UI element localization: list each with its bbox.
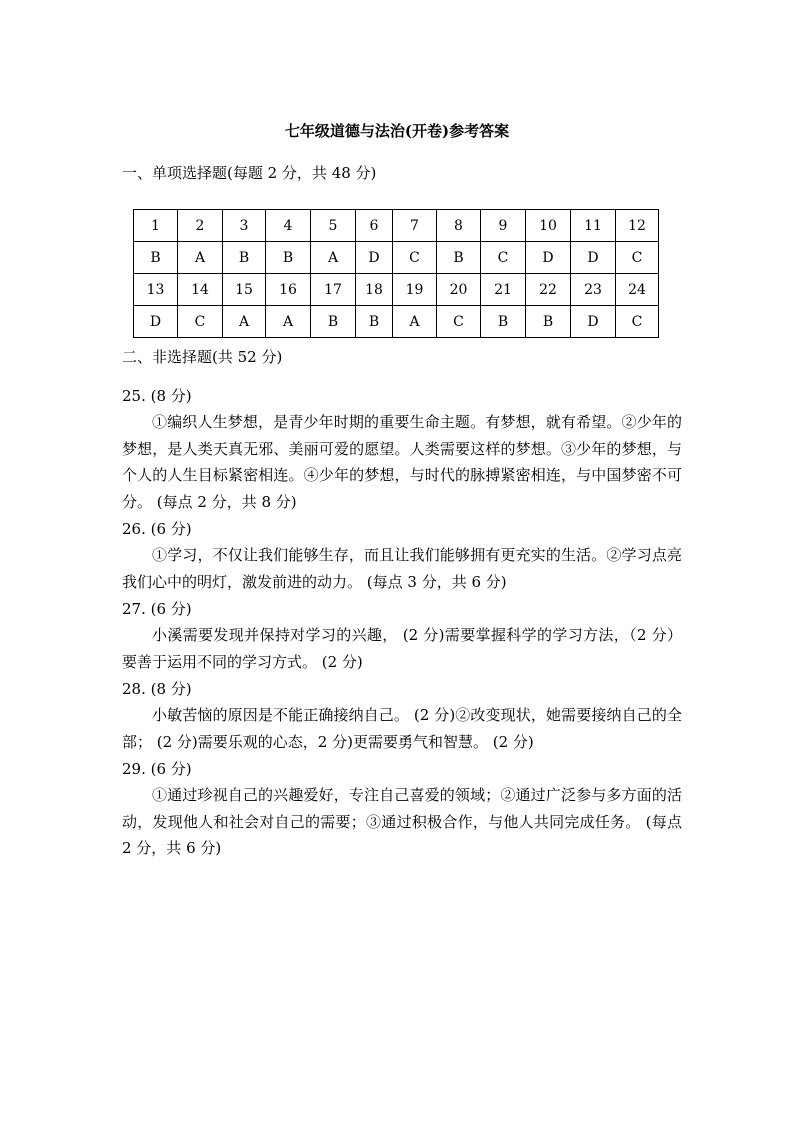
question-number-cell: 14 — [178, 274, 223, 306]
section-heading-multiple-choice: 一、单项选择题(每题 2 分，共 48 分) — [122, 164, 377, 182]
answer-cell: C — [616, 242, 659, 274]
answer-cell: B — [223, 242, 266, 274]
answer-cell: D — [356, 242, 393, 274]
question-number-cell: 18 — [356, 274, 393, 306]
question-number-cell: 19 — [393, 274, 437, 306]
answer-cell: B — [481, 306, 526, 338]
question-28 — [122, 676, 682, 755]
question-number-cell: 6 — [356, 210, 393, 242]
answer-cell: B — [526, 306, 571, 338]
question-29-answer: ①通过珍视自己的兴趣爱好，专注自己喜爱的领域；②通过广泛参与多方面的活动，发现他人和社会对自己的需要；③通过积极合作，与他人共同完成任务。 (每点 2 分，共 6 分) — [122, 786, 682, 857]
answer-cell: B — [437, 242, 481, 274]
table-row — [134, 306, 659, 338]
question-29-heading: 29. (6 分) — [122, 760, 192, 778]
question-number-cell: 7 — [393, 210, 437, 242]
answer-cell: A — [178, 242, 223, 274]
question-26 — [122, 516, 682, 595]
answer-cell: A — [223, 306, 266, 338]
answer-cell: A — [311, 242, 356, 274]
question-25-heading: 25. (8 分) — [122, 387, 192, 405]
answer-cell: A — [393, 306, 437, 338]
question-26-heading: 26. (6 分) — [122, 520, 192, 538]
table-row — [134, 210, 659, 242]
answer-cell: B — [356, 306, 393, 338]
question-25 — [122, 383, 682, 515]
answer-cell: C — [178, 306, 223, 338]
question-number-cell: 20 — [437, 274, 481, 306]
question-number-cell: 12 — [616, 210, 659, 242]
question-number-cell: 1 — [134, 210, 178, 242]
question-number-cell: 4 — [266, 210, 311, 242]
question-number-cell: 24 — [616, 274, 659, 306]
question-number-cell: 13 — [134, 274, 178, 306]
question-number-cell: 22 — [526, 274, 571, 306]
question-25-answer: ①编织人生梦想，是青少年时期的重要生命主题。有梦想，就有希望。②少年的梦想，是人类天真无邪、美丽可爱的愿望。人类需要这样的梦想。③少年的梦想，与个人的人生目标紧密相连。④少年的梦想，与时代的脉搏紧密相连，与中国梦密不可分。 (每点 2 分，共 8 分) — [122, 413, 682, 511]
question-number-cell: 5 — [311, 210, 356, 242]
question-number-cell: 10 — [526, 210, 571, 242]
question-number-cell: 16 — [266, 274, 311, 306]
question-number-cell: 11 — [571, 210, 616, 242]
question-number-cell: 15 — [223, 274, 266, 306]
answer-cell: D — [526, 242, 571, 274]
answer-cell: B — [266, 242, 311, 274]
answer-cell: D — [571, 306, 616, 338]
question-number-cell: 9 — [481, 210, 526, 242]
answer-cell: A — [266, 306, 311, 338]
question-28-answer: 小敏苦恼的原因是不能正确接纳自己。 (2 分)②改变现状，她需要接纳自己的全部； (2 分)需要乐观的心态，2 分)更需要勇气和智慧。 (2 分) — [122, 706, 682, 751]
section-heading-non-choice: 二、非选择题(共 52 分) — [122, 348, 283, 366]
answer-cell: C — [481, 242, 526, 274]
question-28-heading: 28. (8 分) — [122, 680, 192, 698]
question-27-answer: 小溪需要发现并保持对学习的兴趣， (2 分)需要掌握科学的学习方法，（2 分）要善于运用不同的学习方式。 (2 分) — [122, 626, 682, 671]
answer-cell: D — [134, 306, 178, 338]
answer-key-table — [133, 209, 659, 338]
table-row — [134, 274, 659, 306]
answer-cell: B — [311, 306, 356, 338]
question-number-cell: 3 — [223, 210, 266, 242]
table-row — [134, 242, 659, 274]
question-27 — [122, 596, 682, 675]
question-number-cell: 2 — [178, 210, 223, 242]
question-27-heading: 27. (6 分) — [122, 600, 192, 618]
question-number-cell: 17 — [311, 274, 356, 306]
question-26-answer: ①学习，不仅让我们能够生存，而且让我们能够拥有更充实的生活。②学习点亮我们心中的明灯，激发前进的动力。 (每点 3 分，共 6 分) — [122, 546, 682, 591]
page-title: 七年级道德与法治(开卷)参考答案 — [284, 122, 510, 140]
answer-cell: D — [571, 242, 616, 274]
question-number-cell: 23 — [571, 274, 616, 306]
question-29 — [122, 756, 682, 862]
answer-cell: C — [393, 242, 437, 274]
question-number-cell: 8 — [437, 210, 481, 242]
answer-cell: C — [616, 306, 659, 338]
question-number-cell: 21 — [481, 274, 526, 306]
answer-cell: B — [134, 242, 178, 274]
answer-cell: C — [437, 306, 481, 338]
